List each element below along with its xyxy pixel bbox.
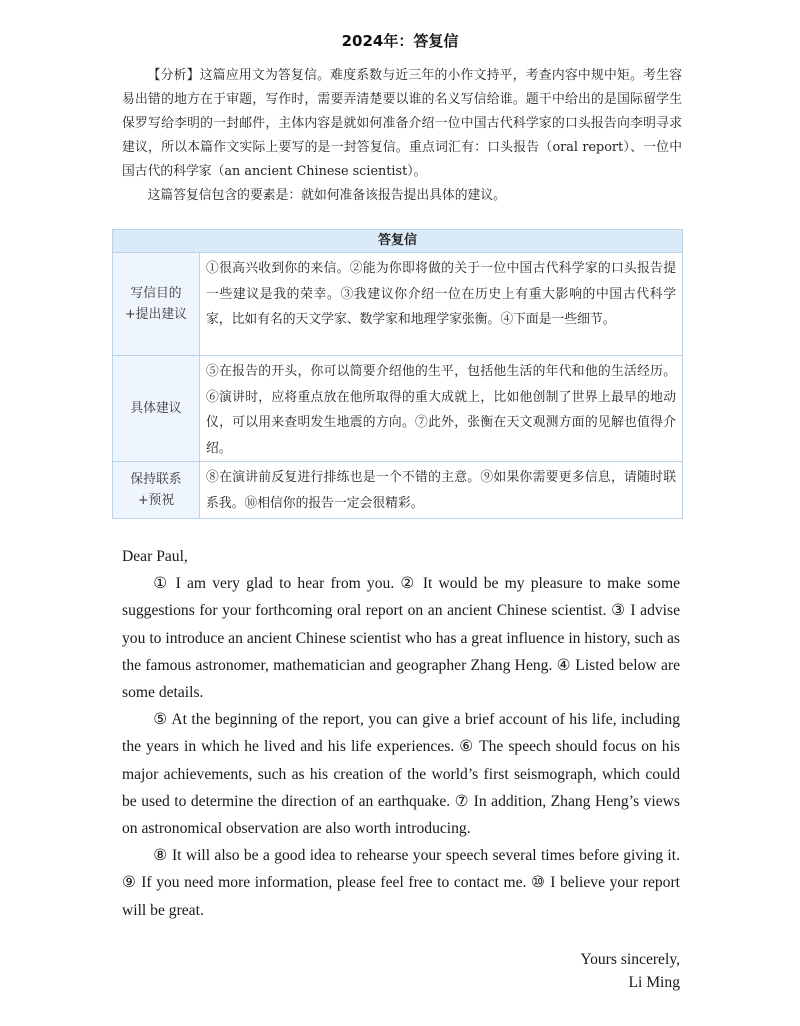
row-category: 保持联系 +预祝 (113, 462, 200, 518)
page-title: 2024年：答复信 (341, 32, 459, 50)
letter-signature: Li Ming (628, 974, 680, 991)
row-content: ⑧在演讲前反复进行排练也是一个不错的主意。⑨如果你需要更多信息，请随时联系我。⑩相信你的报告一定会很精彩。 (206, 470, 676, 511)
analysis-paragraph: 这篇答复信包含的要素是：就如何准备该报告提出具体的建议。 (147, 188, 506, 203)
reply-letter-table (112, 229, 683, 519)
analysis-paragraph: 【分析】这篇应用文为答复信。难度系数与近三年的小作文持平，考查内容中规中矩。考生容易出错的地方在于审题，写作时，需要弄清楚要以谁的名义写信给谁。题干中给出的是国际留学生保罗写给李明的一封邮件，主体内容是就如何准备介绍一位中国古代科学家的口头报告向李明寻求建议，所以本篇作文实际上要写的是一封答复信。重点词汇有：口头报告（oral report）、一位中国古代的科学家（an ancient Chinese scientist）。 (122, 68, 682, 179)
letter-body (122, 543, 680, 924)
letter-paragraph: ⑤ At the beginning of the report, you can give a brief account of his life, including the years in which he lived and his life experiences. ⑥ The speech should focus on his major achievements, such as his creation of the world’s first seismograph, which could be used to determine the direction of an earthquake. ⑦ In addition, Zhang Heng’s views on astronomical observation are also worth introducing. (122, 711, 680, 838)
row-category: 写信目的 +提出建议 (113, 253, 200, 355)
table-header: 答复信 (113, 230, 682, 253)
row-content: ①很高兴收到你的来信。②能为你即将做的关于一位中国古代科学家的口头报告提一些建议是我的荣幸。③我建议你介绍一位在历史上有重大影响的中国古代科学家，比如有名的天文学家、数学家和地理学家张衡。④下面是一些细节。 (206, 261, 676, 327)
analysis-section (122, 64, 682, 208)
letter-paragraph: ⑧ It will also be a good idea to rehearse your speech several times before giving it. ⑨ If you need more information, please feel free to contact me. ⑩ I believe your report will be great. (122, 847, 680, 919)
letter-greeting: Dear Paul, (122, 548, 188, 565)
letter-paragraph: ① I am very glad to hear from you. ② It would be my pleasure to make some suggestions for your forthcoming oral report on an ancient Chinese scientist. ③ I advise you to introduce an ancient Chinese scientist who has a great influence in history, such as the famous astronomer, mathematician and geographer Zhang Heng. ④ Listed below are some details. (122, 575, 680, 702)
table-row (113, 356, 682, 462)
table-row (113, 253, 682, 356)
letter-closing-block (580, 948, 680, 994)
row-content: ⑤在报告的开头，你可以简要介绍他的生平，包括他生活的年代和他的生活经历。⑥演讲时，应将重点放在他所取得的重大成就上，比如他创制了世界上最早的地动仪，可以用来查明发生地震的方向。⑦此外，张衡在天文观测方面的见解也值得介绍。 (206, 364, 676, 456)
letter-closing: Yours sincerely, (580, 951, 680, 968)
row-category: 具体建议 (113, 356, 200, 461)
table-row (113, 462, 682, 518)
